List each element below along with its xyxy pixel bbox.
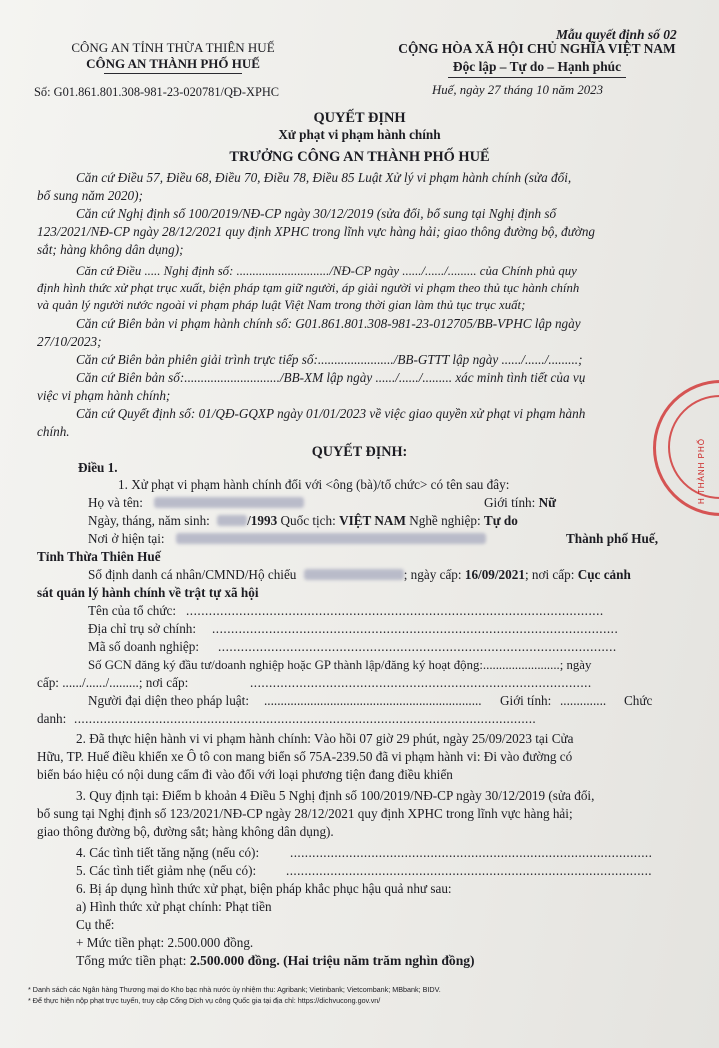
address-province: Tỉnh Thừa Thiên Huế: [37, 549, 161, 564]
legal-basis-6-cont: việc vi phạm hành chính;: [37, 388, 171, 403]
item-6a: a) Hình thức xử phạt chính: Phạt tiền: [76, 899, 272, 914]
job-value: Tự do: [483, 513, 518, 528]
legal-basis-7-cont: chính.: [37, 424, 70, 439]
org-rep-gender-label: Giới tính:: [500, 693, 552, 708]
org-rep-title-label: Chức: [624, 693, 653, 708]
legal-basis-7: Căn cứ Quyết định số: 01/QĐ-GQXP ngày 01/01/2023 về việc giao quyền xử phạt vi phạm hành: [76, 406, 586, 421]
item-5-dots: ...................................................................................................: [286, 863, 652, 878]
person-name-row: [88, 495, 304, 511]
redacted-name: [154, 497, 304, 508]
org-code-label: Mã số doanh nghiệp:: [88, 639, 199, 654]
name-label: Họ và tên:: [88, 495, 143, 510]
legal-basis-4: Căn cứ Biên bản vi phạm hành chính số: G01.861.801.308-981-23-012705/BB-VPHC lập ngày: [76, 316, 581, 331]
redacted-address: [176, 533, 486, 544]
item-3-cont: bổ sung tại Nghị định số 123/2021/NĐ-CP ngày 28/12/2021 quy định XPHC trong lĩnh vực hàng hải;: [37, 806, 573, 821]
org-gcn-dots: ..........................................................................................: [250, 675, 592, 690]
total-fine-label: Tổng mức tiền phạt:: [76, 953, 187, 968]
id-place-value: Cục cảnh: [577, 567, 631, 582]
nationality-value: VIỆT NAM: [339, 513, 406, 528]
org-code-dots: .........................................................................................................: [218, 639, 617, 654]
legal-basis-3-cont: định hình thức xử phạt trục xuất, biện pháp tạm giữ người, áp giải người vi phạm theo thủ tục hành chính: [37, 281, 580, 295]
form-number: Mẫu quyết định số 02: [556, 27, 677, 42]
article-1: Điều 1.: [78, 460, 118, 475]
org-name-dots: ..............................................................................................................: [186, 603, 604, 618]
id-place-cont: sát quản lý hành chính về trật tự xã hội: [37, 585, 259, 600]
org-address-dots: ...........................................................................................................: [212, 621, 619, 636]
job-label: Nghề nghiệp:: [409, 513, 481, 528]
id-label: Số định danh cá nhân/CMND/Hộ chiếu: [88, 567, 297, 582]
document-subtitle: Xử phạt vi phạm hành chính: [278, 127, 441, 142]
org-rep-dots: ..................................................................: [264, 693, 482, 708]
item-3-cont2: giao thông đường bộ, đường sắt; hàng không dân dụng).: [37, 824, 334, 839]
legal-basis-1-cont: bổ sung năm 2020);: [37, 188, 143, 203]
legal-basis-4-cont: 27/10/2023;: [37, 334, 102, 349]
legal-basis-2: Căn cứ Nghị định số 100/2019/NĐ-CP ngày 30/12/2019 (sửa đổi, bổ sung tại Nghị định số: [76, 206, 557, 221]
nationality-label: Quốc tịch:: [280, 513, 336, 528]
redacted-id-number: [304, 569, 404, 580]
org-name-label: Tên của tổ chức:: [88, 603, 177, 618]
stamp-text: H THÀNH PHỐ: [697, 438, 706, 504]
org-gcn-cont: cấp: ....../....../.........; nơi cấp:: [37, 675, 189, 690]
redacted-dob: [217, 515, 247, 526]
footnote-banks: * Danh sách các Ngân hàng Thương mại do Kho bạc nhà nước ủy nhiệm thu: Agribank; Vietinbank; Vietcombank; MBbank; BIDV.: [28, 985, 441, 994]
total-fine-value: 2.500.000 đồng. (Hai triệu năm trăm nghìn đồng): [189, 953, 475, 968]
item-6c: + Mức tiền phạt: 2.500.000 đồng.: [76, 935, 254, 950]
address-label: Nơi ở hiện tại:: [88, 531, 165, 546]
motto-underline: [448, 77, 626, 78]
item-2-cont: Hữu, TP. Huế điều khiển xe Ô tô con mang biển số 75A-239.50 đã vi phạm hành vi: Đi vào đường có: [37, 749, 573, 764]
dob-label: Ngày, tháng, năm sinh:: [88, 513, 210, 528]
footnote-online-payment: * Để thực hiện nộp phạt trực tuyến, truy cập Cổng Dịch vụ công Quốc gia tại địa chỉ: https://dichvucong.gov.vn/: [28, 996, 381, 1005]
decision-number: Số: G01.861.801.308-981-23-020781/QĐ-XPHC: [34, 85, 280, 99]
legal-basis-6: Căn cứ Biên bản số:............................./BB-XM lập ngày ....../....../......... xác minh tình tiết của vụ: [76, 370, 586, 385]
legal-basis-1: Căn cứ Điều 57, Điều 68, Điều 70, Điều 78, Điều 85 Luật Xử lý vi phạm hành chính (sửa đổi,: [76, 170, 572, 185]
legal-basis-2-cont: 123/2021/NĐ-CP ngày 28/12/2021 quy định XPHC trong lĩnh vực hàng hải; giao thông đường bộ, đường: [37, 224, 596, 239]
item-6: 6. Bị áp dụng hình thức xử phạt, biện pháp khắc phục hậu quả như sau:: [76, 881, 452, 896]
item-5: 5. Các tình tiết giảm nhẹ (nếu có):: [76, 863, 257, 878]
legal-basis-5: Căn cứ Biên bản phiên giải trình trực tiếp số:......................./BB-GTTT lập ngày ....../....../.........;: [76, 352, 583, 367]
item-2-cont2: biển báo hiệu có nội dung cấm đi vào đối với loại phương tiện đang điều khiển: [37, 767, 453, 782]
item-4: 4. Các tình tiết tăng nặng (nếu có):: [76, 845, 260, 860]
issuing-province-org: CÔNG AN TỈNH THỪA THIÊN HUẾ: [71, 40, 275, 55]
gender-value: Nữ: [538, 495, 557, 510]
legal-basis-3-cont2: và quản lý người nước ngoài vi phạm pháp luật Việt Nam trong thời gian làm thủ tục trục xuất;: [37, 298, 526, 312]
gender-label: Giới tính:: [484, 495, 536, 510]
org-underline: [104, 73, 242, 74]
gender-row: [484, 495, 556, 511]
national-motto: Độc lập – Tự do – Hạnh phúc: [452, 59, 622, 74]
id-issue-label: ; ngày cấp:: [403, 567, 462, 582]
item-4-dots: ..................................................................................................: [290, 845, 653, 860]
place-and-date: Huế, ngày 27 tháng 10 năm 2023: [432, 83, 603, 97]
item-2: 2. Đã thực hiện hành vi vi phạm hành chính: Vào hồi 07 giờ 29 phút, ngày 25/09/2023 tại Cửa: [76, 731, 574, 746]
legal-basis-3: Căn cứ Điều ..... Nghị định số: ............................./NĐ-CP ngày ....../....../......... của Chính phủ quy: [76, 264, 577, 278]
item-6b: Cụ thể:: [76, 917, 115, 932]
decision-heading: QUYẾT ĐỊNH:: [311, 444, 408, 460]
issuing-authority: TRƯỞNG CÔNG AN THÀNH PHỐ HUẾ: [229, 149, 490, 165]
org-rep-title-cont: danh:: [37, 711, 67, 726]
org-address-label: Địa chỉ trụ sở chính:: [88, 621, 197, 636]
issuing-city-org: CÔNG AN THÀNH PHỐ HUẾ: [86, 56, 260, 71]
country-name: CỘNG HÒA XÃ HỘI CHỦ NGHĨA VIỆT NAM: [398, 41, 676, 56]
address-row: [88, 531, 486, 547]
dob-row: [88, 513, 518, 529]
org-gcn-label: Số GCN đăng ký đầu tư/doanh nghiệp hoặc GP thành lập/đăng ký hoạt động:........................; ngày: [88, 658, 592, 672]
id-issue-date: 16/09/2021: [464, 567, 525, 582]
org-rep-label: Người đại diện theo pháp luật:: [88, 693, 249, 708]
org-rep-title-dots: .............................................................................................................................: [74, 711, 537, 726]
item-3: 3. Quy định tại: Điểm b khoản 4 Điều 5 Nghị định số 100/2019/NĐ-CP ngày 30/12/2019 (sửa đổi,: [76, 788, 595, 803]
org-rep-gender-dots: ..............: [560, 693, 607, 708]
legal-basis-2-cont2: sắt; hàng không dân dụng);: [37, 242, 184, 257]
item-1: 1. Xử phạt vi phạm hành chính đối với <ông (bà)/tổ chức> có tên sau đây:: [118, 477, 510, 492]
address-city: Thành phố Huế,: [566, 531, 658, 546]
document-title: QUYẾT ĐỊNH: [313, 110, 406, 126]
dob-value: /1993: [247, 513, 278, 528]
id-row: [88, 567, 631, 583]
total-fine-row: [76, 953, 475, 969]
id-place-label: ; nơi cấp:: [524, 567, 575, 582]
